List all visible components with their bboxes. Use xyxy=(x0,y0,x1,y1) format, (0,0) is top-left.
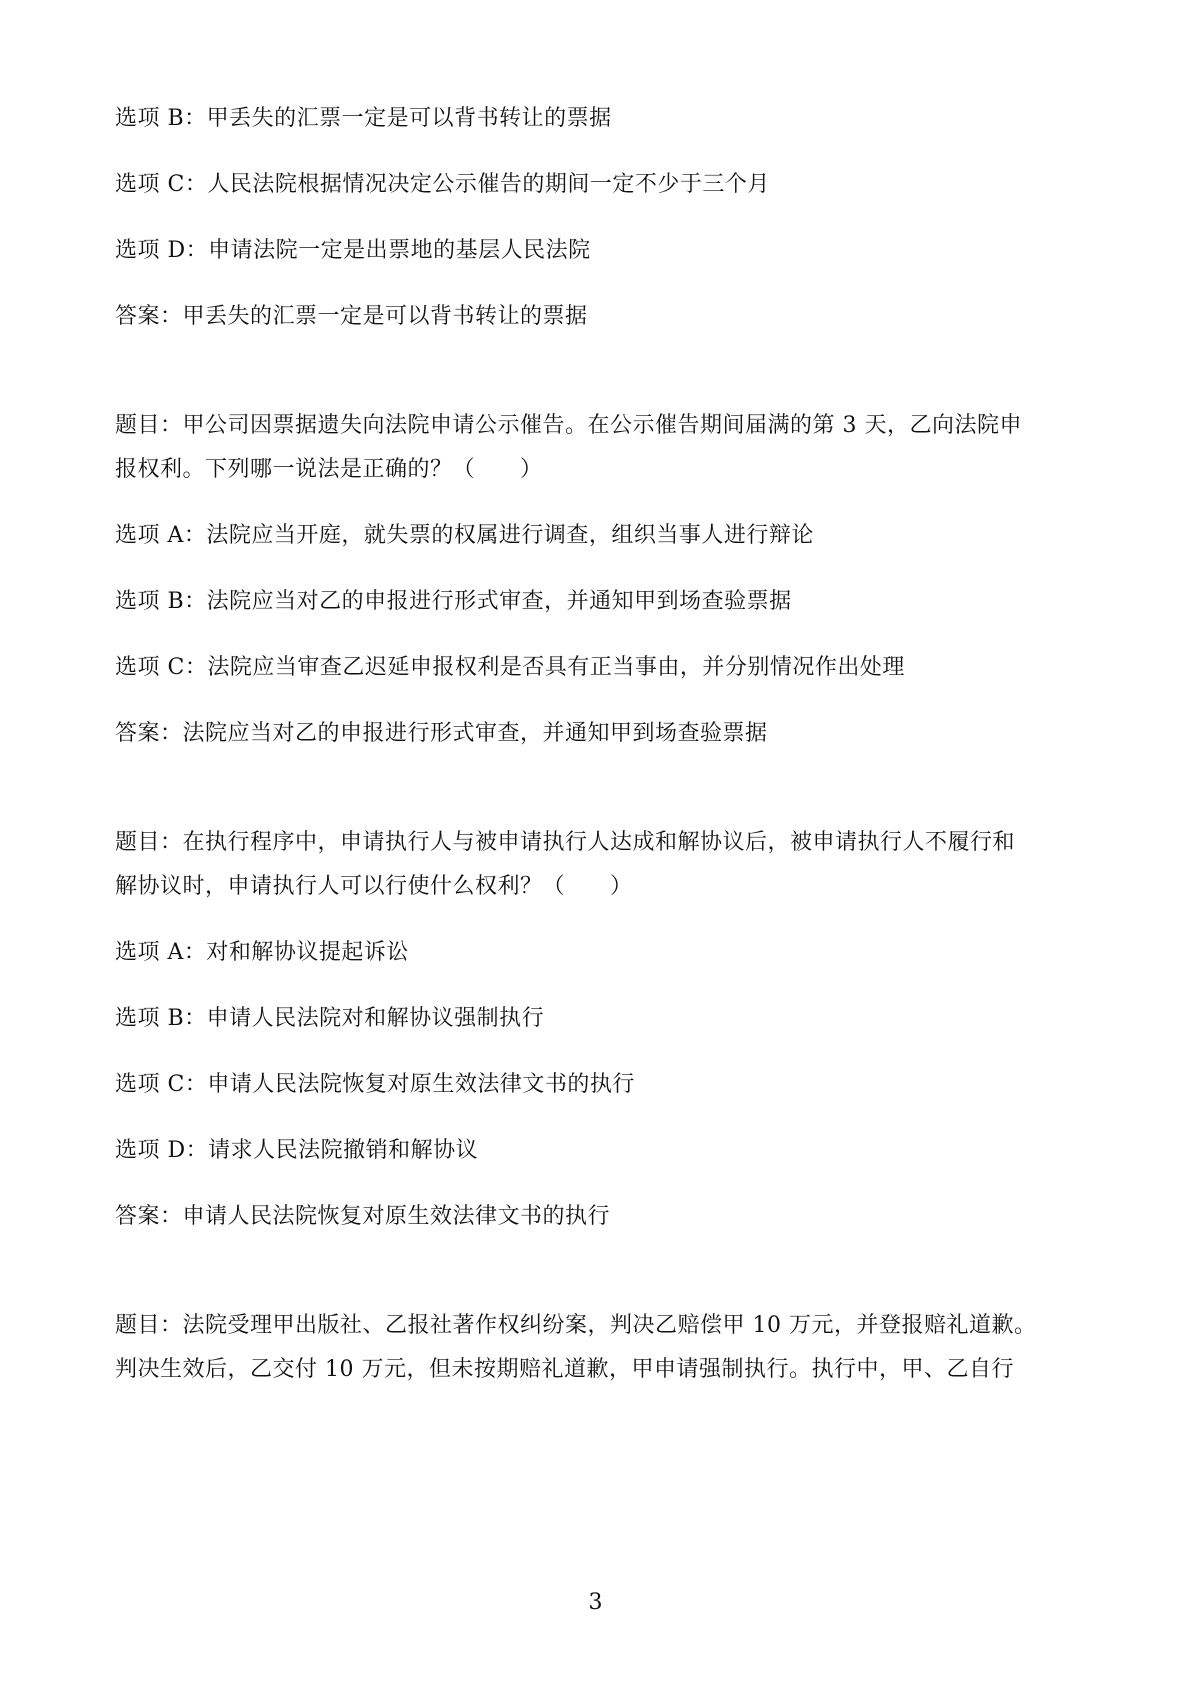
option-d-text: 选项 D：请求人民法院撤销和解协议 xyxy=(115,1138,479,1163)
option-a-text: 选项 A：法院应当开庭，就失票的权属进行调查，组织当事人进行辩论 xyxy=(115,523,814,548)
answer-text: 答案：申请人民法院恢复对原生效法律文书的执行 xyxy=(115,1204,611,1229)
page-number: 3 xyxy=(588,1590,603,1615)
question-text-line2: 判决生效后，乙交付 10 万元，但未按期赔礼道歉，甲申请强制执行。执行中，甲、乙自行 xyxy=(115,1357,1014,1382)
question-text-line2: 报权利。下列哪一说法是正确的？（ ） xyxy=(115,457,543,482)
answer-text: 答案：甲丢失的汇票一定是可以背书转让的票据 xyxy=(115,304,588,329)
option-b-text: 选项 B：法院应当对乙的申报进行形式审查，并通知甲到场查验票据 xyxy=(115,589,792,614)
question-text-line2: 解协议时，申请执行人可以行使什么权利？（ ） xyxy=(115,874,633,899)
option-d-text: 选项 D：申请法院一定是出票地的基层人民法院 xyxy=(115,238,591,263)
question-text-line1: 题目：法院受理甲出版社、乙报社著作权纠纷案，判决乙赔偿甲 10 万元，并登报赔礼道歉。 xyxy=(115,1313,1037,1338)
option-b-text: 选项 B：申请人民法院对和解协议强制执行 xyxy=(115,1006,545,1031)
question-text-line1: 题目：甲公司因票据遗失向法院申请公示催告。在公示催告期间届满的第 3 天，乙向法院申 xyxy=(115,413,1022,438)
option-c-text: 选项 C：人民法院根据情况决定公示催告的期间一定不少于三个月 xyxy=(115,172,770,197)
option-a-text: 选项 A：对和解协议提起诉讼 xyxy=(115,940,409,965)
option-c-text: 选项 C：法院应当审查乙迟延申报权利是否具有正当事由，并分别情况作出处理 xyxy=(115,655,905,680)
answer-text: 答案：法院应当对乙的申报进行形式审查，并通知甲到场查验票据 xyxy=(115,721,768,746)
option-b-text: 选项 B：甲丢失的汇票一定是可以背书转让的票据 xyxy=(115,106,612,131)
option-c-text: 选项 C：申请人民法院恢复对原生效法律文书的执行 xyxy=(115,1072,635,1097)
question-text-line1: 题目：在执行程序中，申请执行人与被申请执行人达成和解协议后，被申请执行人不履行和 xyxy=(115,830,1016,855)
